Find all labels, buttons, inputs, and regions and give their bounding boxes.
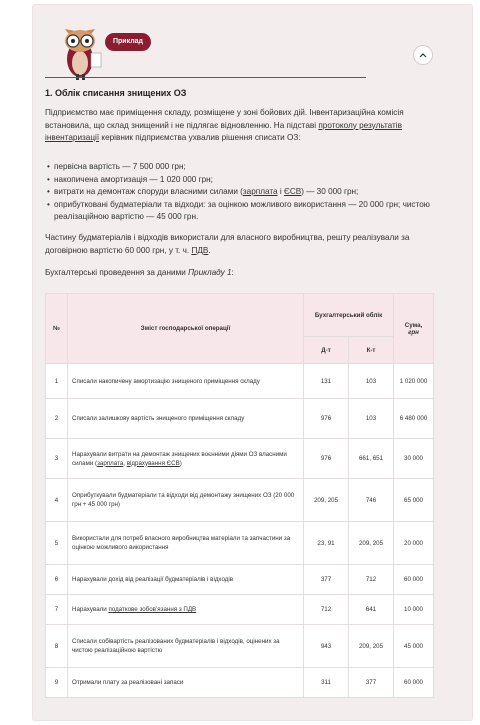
- list-item-text: і: [277, 187, 284, 196]
- cell-desc: Списали залишкову вартість знищеного приміщення складу: [68, 399, 304, 439]
- owl-mascot-icon: [51, 19, 109, 81]
- chevron-up-icon: [419, 52, 427, 58]
- salary-link[interactable]: зарплата: [97, 459, 124, 467]
- cell-sum: 60 000: [394, 565, 434, 595]
- table-row: [46, 479, 434, 522]
- table-row: [46, 668, 434, 698]
- salary-link[interactable]: зарплата: [242, 187, 278, 196]
- cell-sum: 60 000: [394, 668, 434, 698]
- esv-link[interactable]: ЄСВ: [283, 187, 302, 196]
- example-badge: Приклад: [105, 33, 151, 51]
- cell-no: 2: [46, 399, 68, 439]
- cell-debit: 976: [304, 439, 349, 479]
- title-divider: [45, 77, 366, 78]
- cell-credit: 377: [349, 668, 394, 698]
- col-header-debit: Д-т: [304, 337, 349, 364]
- cell-credit: 661, 651: [349, 439, 394, 479]
- cell-debit: 377: [304, 565, 349, 595]
- cell-no: 8: [46, 625, 68, 668]
- cell-desc: Нарахували дохід від реалізації будматеріалів і відходів: [68, 565, 304, 595]
- cell-debit: 976: [304, 399, 349, 439]
- cell-sum: 20 000: [394, 522, 434, 565]
- cell-desc: Використали для потреб власного виробництва матеріали та запчастини за оцінкою можливого використання: [68, 522, 304, 565]
- intro-paragraph: [45, 107, 437, 145]
- cell-no: 6: [46, 565, 68, 595]
- collapse-button[interactable]: [413, 45, 433, 65]
- col-header-sum: [394, 294, 434, 364]
- entries-table: [45, 293, 434, 698]
- table-row: [46, 364, 434, 399]
- esv-link[interactable]: відрахування ЄСВ: [126, 459, 180, 467]
- cell-desc-text: Нарахували витрати на демонтаж знищених воєнними діями ОЗ власними силами (: [72, 450, 287, 467]
- cell-no: 5: [46, 522, 68, 565]
- sale-text: Частину будматеріалів і відходів використали для власного виробництва, решту реалізували за договірною вартістю 60 000 грн, у т. ч.: [45, 233, 410, 255]
- example-ref: Прикладу 1: [188, 268, 232, 277]
- list-item: • первісна вартість — 7 500 000 грн;: [45, 161, 441, 174]
- intro-text: Підприємство має приміщення складу, розміщене у зоні бойових дій. Інвентаризаційна комісія встановила, що склад знищений і не підлягає відновленню. На підставі: [45, 108, 404, 130]
- cell-debit: 311: [304, 668, 349, 698]
- cell-debit: 131: [304, 364, 349, 399]
- cell-credit: 746: [349, 479, 394, 522]
- list-item-text: ) — 30 000 грн;: [301, 187, 359, 196]
- cell-debit: 712: [304, 595, 349, 625]
- cell-desc: Отримали плату за реалізовані запаси: [68, 668, 304, 698]
- cell-sum: 65 000: [394, 479, 434, 522]
- cell-credit: 103: [349, 399, 394, 439]
- entries-table-wrapper: [45, 293, 433, 698]
- write-off-list: [45, 161, 441, 224]
- cell-sum: 1 020 000: [394, 364, 434, 399]
- table-row: [46, 399, 434, 439]
- col-header-credit: К-т: [349, 337, 394, 364]
- sale-end: .: [208, 245, 211, 255]
- list-item-text: витрати на демонтаж споруди власними силами (: [54, 187, 243, 196]
- cell-credit: 103: [349, 364, 394, 399]
- cell-desc: Списали накопичену амортизацію знищеного приміщення складу: [68, 364, 304, 399]
- cell-desc: Оприбуткували будматеріали та відходи від демонтажу знищених ОЗ (20 000 грн + 45 000 грн): [68, 479, 304, 522]
- cell-desc: [68, 439, 304, 479]
- entries-intro-text: Бухгалтерські проведення за даними: [45, 268, 186, 277]
- cell-no: 7: [46, 595, 68, 625]
- cell-desc-text: Нарахували: [72, 606, 109, 613]
- protocol-link[interactable]: протоколу результатів інвентаризації: [45, 120, 402, 142]
- cell-credit: 641: [349, 595, 394, 625]
- table-row: [46, 625, 434, 668]
- cell-no: 4: [46, 479, 68, 522]
- list-item: • оприбутковані будматеріали та відходи: за оцінкою можливого використання — 20 000 грн; чистою реалізаційною вартістю — 45 000 грн.: [45, 199, 441, 224]
- sum-label: Сума,: [404, 321, 423, 329]
- cell-sum: 6 480 000: [394, 399, 434, 439]
- list-item: [45, 186, 441, 199]
- cell-sum: 45 000: [394, 625, 434, 668]
- list-item: • накопичена амортизація — 1 020 000 грн;: [45, 174, 441, 187]
- vat-link[interactable]: ПДВ: [191, 245, 209, 255]
- cell-sum: 10 000: [394, 595, 434, 625]
- entries-intro: [45, 267, 437, 280]
- table-row: [46, 439, 434, 479]
- col-header-content: Зміст господарської операції: [68, 294, 304, 364]
- cell-no: 9: [46, 668, 68, 698]
- sale-paragraph: [45, 232, 437, 257]
- section-title: 1. Облік списання знищених ОЗ: [45, 88, 187, 98]
- cell-credit: 209, 205: [349, 625, 394, 668]
- tax-liability-link[interactable]: податкове зобов’язання з ПДВ: [108, 606, 197, 613]
- cell-debit: 943: [304, 625, 349, 668]
- example-card: [32, 4, 473, 721]
- table-row: [46, 522, 434, 565]
- entries-intro-end: :: [231, 268, 234, 277]
- cell-debit: 23, 91: [304, 522, 349, 565]
- table-row: [46, 565, 434, 595]
- sum-unit: грн: [408, 328, 419, 336]
- cell-desc: [68, 595, 304, 625]
- cell-credit: 209, 205: [349, 522, 394, 565]
- cell-no: 3: [46, 439, 68, 479]
- col-header-accounting: Бухгалтерський облік: [304, 294, 394, 337]
- intro-tail: керівник підприємства ухвалив рішення списати ОЗ:: [101, 133, 301, 142]
- cell-debit: 209, 205: [304, 479, 349, 522]
- table-row: [46, 595, 434, 625]
- cell-desc-text: ): [179, 459, 182, 467]
- cell-desc: Списали собівартість реалізованих будматеріалів і відходів, оцінених за чистою реалізаційною вартістю: [68, 625, 304, 668]
- cell-credit: 712: [349, 565, 394, 595]
- cell-sum: 30 000: [394, 439, 434, 479]
- col-header-no: №: [46, 294, 68, 364]
- cell-desc-text: ,: [123, 459, 127, 467]
- cell-no: 1: [46, 364, 68, 399]
